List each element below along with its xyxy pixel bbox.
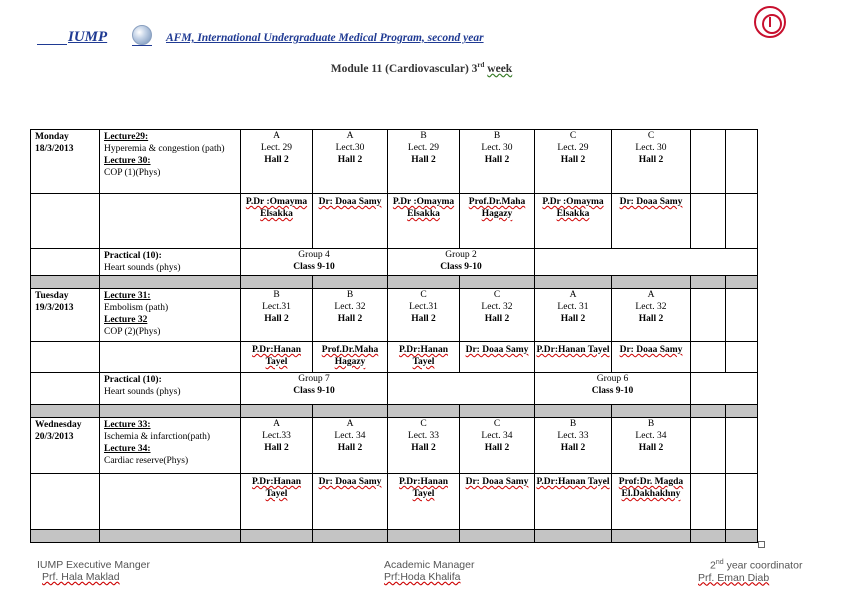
doctor-name: P.Dr:Hanan Tayel [251, 345, 301, 367]
slot-cell [535, 130, 612, 194]
separator-cell [612, 276, 691, 289]
day-date: 20/3/2013 [35, 432, 74, 442]
lecture-title: Lecture 34: [104, 444, 151, 454]
doctor-name: Prof:Dr. Magda El.Dakhakhny [618, 477, 684, 499]
doctor-cell [313, 474, 388, 530]
footer-right-role: 2nd year coordinator [710, 559, 803, 572]
slot-group: A [647, 290, 655, 300]
separator-cell [460, 276, 535, 289]
slot-hall: Hall 2 [560, 443, 586, 453]
doctor-cell [535, 194, 612, 249]
doctor-name: Dr: Doaa Samy [619, 197, 683, 207]
doctor-name: P.Dr:Hanan Tayel [251, 477, 301, 499]
slot-group: A [346, 131, 354, 141]
empty-cell [535, 249, 758, 276]
university-logo-icon [754, 6, 786, 38]
slot-group: C [569, 131, 577, 141]
separator-cell [313, 276, 388, 289]
separator-cell [691, 276, 726, 289]
separator-cell [460, 405, 535, 418]
doctor-row [31, 342, 758, 373]
slot-lecture: Lect. 30 [635, 143, 667, 153]
doctor-cell [460, 342, 535, 373]
program-year: second year [427, 32, 484, 44]
separator-cell [100, 530, 241, 543]
footer-mid-role: Academic Manager [384, 559, 475, 571]
slot-lecture: Lect. 29 [407, 143, 440, 153]
separator-cell [241, 405, 313, 418]
doctor-cell [388, 342, 460, 373]
lecture-topic: COP (2)(Phys) [104, 327, 161, 337]
lecture-topic: Ischemia & infarction(path) [104, 432, 211, 442]
slot-cell [388, 418, 460, 474]
day-cell [31, 289, 100, 342]
module-title-text: Module 11 (Cardiovascular) 3 [330, 62, 478, 75]
slot-lecture: Lect. 34 [481, 431, 513, 441]
practical-class: Class 9-10 [440, 262, 482, 272]
slot-hall: Hall 2 [337, 443, 363, 453]
separator-cell [535, 530, 612, 543]
separator-row [31, 530, 758, 543]
doctor-name: Dr: Doaa Samy [619, 345, 683, 355]
iump-title: IUMP [68, 29, 108, 45]
footer-left-role: IUMP Executive Manger [37, 559, 151, 571]
slot-group: C [647, 131, 655, 141]
slot-group: B [493, 131, 501, 141]
slot-hall: Hall 2 [638, 443, 664, 453]
separator-cell [726, 530, 758, 543]
separator-cell [726, 405, 758, 418]
day-date: 18/3/2013 [35, 144, 74, 154]
doctor-name: P.Dr :Omayma Elsakka [392, 197, 455, 219]
doctor-row [31, 194, 758, 249]
separator-cell [535, 276, 612, 289]
slot-cell [241, 289, 313, 342]
slot-lecture: Lect. 29 [557, 143, 589, 153]
doctor-name: Prof.Dr.Maha Hagazy [468, 197, 526, 219]
footer-middle [384, 559, 474, 583]
globe-underline [132, 45, 152, 46]
empty-cell [31, 474, 100, 530]
separator-cell [241, 276, 313, 289]
footer-left-name: Prf. Hala Maklad [42, 571, 120, 583]
empty-cell [691, 342, 726, 373]
empty-cell [100, 342, 241, 373]
slot-lecture: Lect. 34 [635, 431, 667, 441]
slot-hall: Hall 2 [264, 155, 289, 165]
doctor-name: P.Dr:Hanan Tayel [398, 477, 448, 499]
empty-cell [31, 249, 100, 276]
doctor-cell [535, 474, 612, 530]
separator-cell [100, 405, 241, 418]
slot-cell [612, 418, 691, 474]
doctor-cell [460, 474, 535, 530]
separator-row [31, 276, 758, 289]
doctor-name: P.Dr :Omayma Elsakka [245, 197, 308, 219]
slot-lecture: Lect. 33 [557, 431, 589, 441]
empty-cell [31, 342, 100, 373]
module-title-week: week [487, 62, 513, 75]
slot-cell [241, 418, 313, 474]
practical-group: Group 6 [596, 374, 629, 384]
lecture-cell [100, 418, 241, 474]
slot-group: B [569, 419, 577, 429]
doctor-cell [388, 194, 460, 249]
slot-group: B [420, 131, 427, 141]
doctor-name: P.Dr:Hanan Tayel [536, 477, 610, 487]
slot-hall: Hall 2 [484, 314, 510, 324]
slot-lecture: Lect.31 [409, 302, 438, 312]
slot-cell [241, 130, 313, 194]
day-cell [31, 418, 100, 474]
slot-group: A [273, 131, 280, 141]
slot-group: A [346, 419, 354, 429]
doctor-cell [612, 342, 691, 373]
practical-group-cell [241, 373, 388, 405]
day-row [31, 130, 758, 194]
slot-cell [460, 130, 535, 194]
separator-cell [313, 405, 388, 418]
doctor-cell [241, 474, 313, 530]
slot-hall: Hall 2 [337, 155, 363, 165]
doctor-cell [241, 342, 313, 373]
slot-group: A [569, 290, 577, 300]
header-underline [37, 44, 67, 45]
slot-hall: Hall 2 [411, 443, 436, 453]
practical-class: Class 9-10 [591, 386, 634, 396]
separator-cell [313, 530, 388, 543]
practical-row [31, 373, 758, 405]
day-date: 19/3/2013 [35, 303, 74, 313]
empty-cell [31, 194, 100, 249]
slot-cell [313, 418, 388, 474]
slot-group: B [273, 290, 280, 300]
slot-group: C [493, 290, 501, 300]
footer-left [37, 559, 150, 583]
slot-hall: Hall 2 [411, 155, 436, 165]
lecture-title: Lecture29: [104, 132, 149, 142]
slot-lecture: Lect. 32 [635, 302, 667, 312]
lecture-title: Lecture 33: [104, 420, 151, 430]
globe-icon [132, 25, 152, 45]
day-name: Wednesday [35, 420, 82, 430]
program-name: AFM, International Undergraduate Medical Program, [166, 32, 425, 44]
separator-cell [31, 530, 100, 543]
slot-lecture: Lect.31 [262, 302, 291, 312]
doctor-cell [313, 194, 388, 249]
slot-group: B [346, 290, 354, 300]
separator-cell [726, 276, 758, 289]
slot-cell [612, 289, 691, 342]
separator-cell [691, 405, 726, 418]
day-row [31, 418, 758, 474]
slot-lecture: Lect.33 [262, 431, 291, 441]
slot-hall: Hall 2 [337, 314, 363, 324]
slot-lecture: Lect. 32 [334, 302, 366, 312]
doctor-name: Dr: Doaa Samy [465, 477, 529, 487]
separator-cell [612, 405, 691, 418]
empty-cell [726, 130, 758, 194]
slot-lecture: Lect. 34 [334, 431, 366, 441]
doctor-name: Dr: Doaa Samy [318, 197, 382, 207]
practical-cell [100, 373, 241, 405]
doctor-name: P.Dr:Hanan Tayel [398, 345, 448, 367]
separator-cell [31, 276, 100, 289]
separator-cell [612, 530, 691, 543]
slot-hall: Hall 2 [484, 443, 510, 453]
lecture-title: Lecture 31: [104, 291, 151, 301]
empty-cell [691, 289, 726, 342]
slot-hall: Hall 2 [264, 443, 289, 453]
empty-cell [726, 418, 758, 474]
separator-cell [100, 276, 241, 289]
slot-lecture: Lect. 29 [260, 143, 293, 153]
slot-cell [313, 130, 388, 194]
separator-row [31, 405, 758, 418]
doctor-row [31, 474, 758, 530]
practical-title: Practical (10): [104, 251, 162, 261]
program-title [166, 32, 484, 44]
empty-cell [100, 194, 241, 249]
module-title-sup: rd [477, 61, 485, 69]
day-name: Monday [35, 132, 69, 142]
slot-lecture: Lect. 30 [481, 143, 513, 153]
footer-right-name: Prf. Eman Diab [698, 571, 770, 584]
slot-group: A [273, 419, 280, 429]
slot-group: B [647, 419, 655, 429]
empty-cell [691, 418, 726, 474]
day-name: Tuesday [35, 291, 69, 301]
slot-cell [612, 130, 691, 194]
lecture-topic: Cardiac reserve(Phys) [104, 456, 189, 466]
practical-group-cell [535, 373, 691, 405]
footer-mid-name: Prf:Hoda Khalifa [384, 571, 461, 583]
doctor-cell [313, 342, 388, 373]
slot-cell [460, 289, 535, 342]
slot-group: C [420, 290, 427, 300]
practical-group-cell [241, 249, 388, 276]
slot-lecture: Lect. 32 [481, 302, 513, 312]
empty-cell [691, 130, 726, 194]
slot-hall: Hall 2 [484, 155, 510, 165]
separator-cell [460, 530, 535, 543]
practical-group: Group 4 [298, 250, 330, 260]
table-resize-handle[interactable] [758, 541, 765, 548]
doctor-cell [241, 194, 313, 249]
slot-hall: Hall 2 [638, 155, 664, 165]
separator-cell [388, 530, 460, 543]
empty-cell [31, 373, 100, 405]
doctor-name: Dr: Doaa Samy [318, 477, 382, 487]
practical-title: Practical (10): [104, 375, 162, 385]
slot-cell [388, 289, 460, 342]
doctor-name: P.Dr :Omayma Elsakka [542, 197, 604, 219]
slot-cell [388, 130, 460, 194]
schedule-table [30, 129, 758, 543]
slot-cell [535, 289, 612, 342]
doctor-cell [612, 474, 691, 530]
slot-hall: Hall 2 [411, 314, 436, 324]
separator-cell [31, 405, 100, 418]
doctor-cell [388, 474, 460, 530]
lecture-topic: Embolism (path) [104, 303, 169, 313]
separator-cell [691, 530, 726, 543]
empty-cell [691, 373, 758, 405]
empty-cell [100, 474, 241, 530]
day-cell [31, 130, 100, 194]
separator-cell [241, 530, 313, 543]
practical-group: Group 7 [298, 374, 330, 384]
lecture-topic: Hyperemia & congestion (path) [104, 144, 225, 154]
slot-cell [535, 418, 612, 474]
slot-hall: Hall 2 [560, 314, 586, 324]
slot-hall: Hall 2 [264, 314, 289, 324]
empty-cell [726, 289, 758, 342]
lecture-topic: COP (1)(Phys) [104, 168, 161, 178]
footer-right [698, 559, 802, 584]
practical-cell [100, 249, 241, 276]
slot-lecture: Lect. 31 [557, 302, 589, 312]
empty-cell [726, 194, 758, 249]
separator-cell [388, 276, 460, 289]
practical-class: Class 9-10 [293, 262, 335, 272]
empty-cell [691, 474, 726, 530]
doctor-cell [535, 342, 612, 373]
lecture-cell [100, 130, 241, 194]
separator-cell [535, 405, 612, 418]
empty-cell [691, 194, 726, 249]
slot-lecture: Lect. 33 [407, 431, 440, 441]
doctor-cell [612, 194, 691, 249]
practical-topic: Heart sounds (phys) [104, 387, 181, 397]
doctor-cell [460, 194, 535, 249]
empty-cell [726, 474, 758, 530]
empty-cell [388, 373, 535, 405]
slot-hall: Hall 2 [560, 155, 586, 165]
slot-cell [460, 418, 535, 474]
doctor-name: P.Dr:Hanan Tayel [536, 345, 610, 355]
practical-class: Class 9-10 [293, 386, 335, 396]
doctor-name: Dr: Doaa Samy [465, 345, 529, 355]
practical-topic: Heart sounds (phys) [104, 263, 181, 273]
practical-group: Group 2 [445, 250, 477, 260]
lecture-cell [100, 289, 241, 342]
day-row [31, 289, 758, 342]
module-title [0, 61, 843, 75]
slot-cell [313, 289, 388, 342]
slot-group: C [493, 419, 501, 429]
slot-group: C [420, 419, 427, 429]
doctor-name: Prof.Dr.Maha Hagazy [321, 345, 379, 367]
practical-group-cell [388, 249, 535, 276]
empty-cell [726, 342, 758, 373]
separator-cell [388, 405, 460, 418]
lecture-title: Lecture 30: [104, 156, 151, 166]
slot-hall: Hall 2 [638, 314, 664, 324]
practical-row [31, 249, 758, 276]
slot-lecture: Lect.30 [335, 143, 365, 153]
lecture-title: Lecture 32 [104, 315, 148, 325]
